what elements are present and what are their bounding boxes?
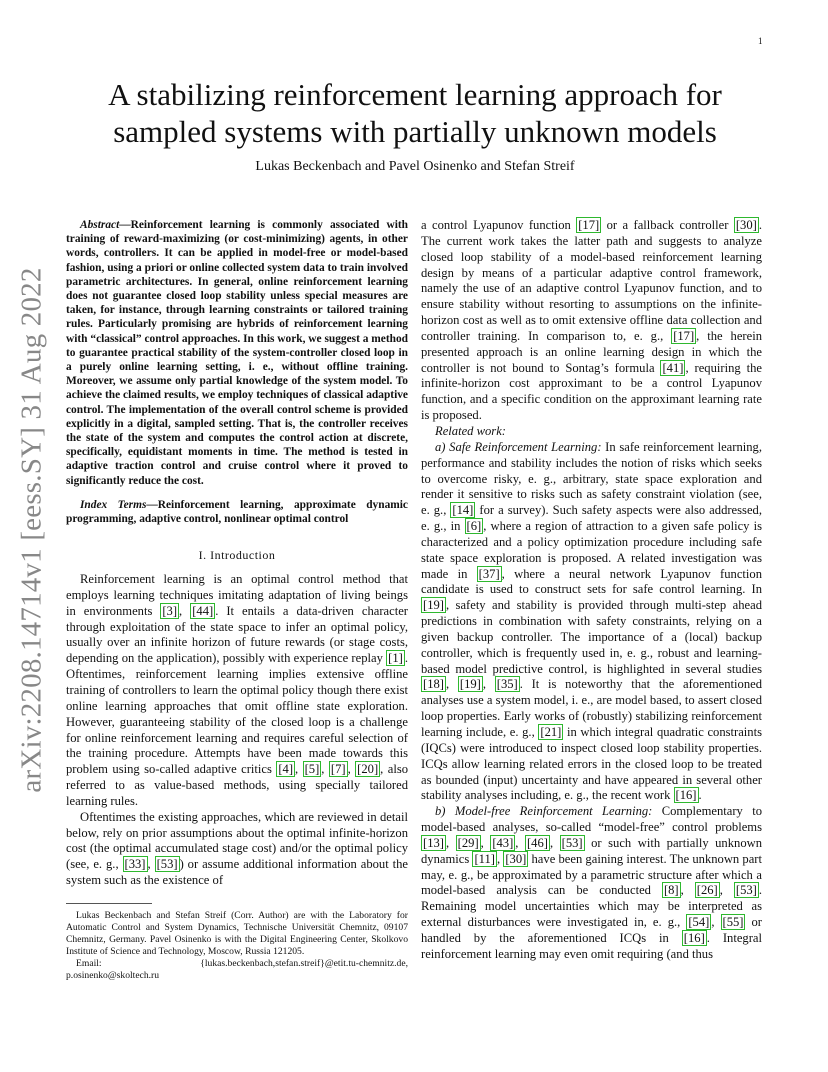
citation-link[interactable]: [44] <box>192 603 214 618</box>
abstract-label: Abstract <box>80 219 120 231</box>
citation-link[interactable]: [37] <box>478 566 500 581</box>
body-text: , <box>445 677 458 692</box>
abstract-text: —Reinforcement learning is commonly associated with training of reward-maximizing (or cost-minimizing) agents, in other words, controllers. It can be applied in model-free or model-based fashion, using a priori or online collected system data to train involved parametric architectures. In general, online reinforcement learning does not guarantee closed loop stability unless special measures are taken, for instance, through learning constraints or tailored training rules. Particularly promising are hybrids of reinforcement learning with “classical” control approaches. In this work, we suggest a method to guarantee practical stability of the system-controller closed loop in a purely online learning setting, i. e., without offline training. Moreover, we assume only partial knowledge of the system model. To achieve the claimed results, we employ techniques of classical adaptive control. The implementation of the overall control scheme is provided explicitly in a digital, sampled setting. That is, the controller receives the state of the system and computes the control action at discrete, specifically, equidistant moments in time. The method is tested in adaptive traction control and cruise control where it proved to significantly reduce the cost. <box>66 219 408 487</box>
body-text: Complementary to model-based analyses, so-called “model-free” control problems <box>421 804 762 835</box>
subsection-safe-rl <box>421 440 762 804</box>
body-text: , where a neural network Lyapunov function candidate is used to construct sets for safe control learning. In <box>421 566 763 597</box>
intro-paragraph-2 <box>66 810 408 889</box>
body-text: , <box>445 835 456 850</box>
citation-link[interactable]: [41] <box>662 360 684 375</box>
citation-link[interactable]: [16] <box>683 930 705 945</box>
email-label: Email: <box>76 958 102 970</box>
citation-link[interactable]: [30] <box>735 218 757 232</box>
body-text: or a fallback controller <box>601 218 734 232</box>
citation-link[interactable]: [20] <box>357 762 379 777</box>
citation-link[interactable]: [16] <box>675 788 697 803</box>
citation-link[interactable]: [6] <box>466 519 482 534</box>
body-text: In safe reinforcement learning, performance and stability includes the notion of risks which seeks to overcome risky, e. g., arbitrary, state space exploration and render it sensitive to risks such as safety constraint violation (see, e. g., <box>421 439 762 518</box>
citation-link[interactable]: [53] <box>735 883 757 898</box>
right-paragraph-1 <box>421 218 762 424</box>
citation-link[interactable]: [5] <box>304 762 320 777</box>
left-column <box>66 218 408 983</box>
citation-link[interactable]: [19] <box>459 677 481 692</box>
citation-link[interactable]: [33] <box>124 857 146 872</box>
body-text: , where a region of attraction to a given safe policy is characterized and a policy optimization procedure including safe state space exploration is proposed. A related investigation was made in <box>421 519 762 581</box>
subsection-b-label: b) Model-free Reinforcement Learning: <box>435 804 653 819</box>
body-text: , <box>680 883 695 898</box>
citation-link[interactable]: [35] <box>496 677 518 692</box>
index-terms-text: —Reinforcement learning, approximate dynamic programming, adaptive control, nonlinear optimal control <box>66 498 408 526</box>
body-text: . Remaining model uncertainties which may be interpreted as external disturbances were investigated in, e. g., <box>421 883 763 930</box>
body-text: or such with partially unknown dynamics <box>421 835 763 866</box>
citation-link[interactable]: [3] <box>162 603 178 618</box>
body-text: , <box>347 762 356 777</box>
citation-link[interactable]: [11] <box>474 851 495 866</box>
footnote-email <box>66 958 408 982</box>
citation-link[interactable]: [26] <box>696 883 718 898</box>
email-addresses[interactable]: {lukas.beckenbach,stefan.streif}@etit.tu-chemnitz.de, p.osinenko@skoltech.ru <box>66 958 408 982</box>
body-text: , <box>147 857 155 872</box>
citation-link[interactable]: [53] <box>156 857 178 872</box>
body-text: ) or assume additional information about the system such as the existence of <box>66 857 409 888</box>
body-text: a control Lyapunov function <box>421 218 577 232</box>
footnote-rule <box>66 903 152 904</box>
page-number: 1 <box>758 36 763 46</box>
arxiv-stamp <box>15 267 48 793</box>
body-text: , <box>515 835 525 850</box>
authors: Lukas Beckenbach and Pavel Osinenko and Stefan Streif <box>255 159 575 174</box>
citation-link[interactable]: [43] <box>492 835 514 850</box>
citation-link[interactable]: [55] <box>722 915 744 930</box>
body-text: . <box>698 788 702 803</box>
index-terms <box>66 498 408 526</box>
body-text: for a survey). Such safety aspects were also addressed, e. g., in <box>421 503 762 534</box>
abstract <box>66 218 408 488</box>
arxiv-id: arXiv:2208.14714v1 [eess.SY] 31 Aug 2022 <box>15 267 48 793</box>
body-text: . It is noteworthy that the aforementioned analyses use a system model, i. e., are model based, to assert closed loop properties. Early works of (robustly) stabilizing reinforcement learning include, e. g., <box>421 677 763 739</box>
body-text: , <box>179 603 191 618</box>
body-text: , <box>480 835 491 850</box>
citation-link[interactable]: [17] <box>673 328 695 343</box>
subsection-a-label: a) Safe Reinforcement Learning: <box>435 439 602 454</box>
body-text: , <box>549 835 560 850</box>
body-text: . Oftentimes, reinforcement learning implies extensive offline training of controllers to learn the optimal policy though there exist online learning approaches that omit offline state exploration. However, guaranteeing stability of the closed loop is a challenge for online reinforcement learning and requires careful selection of the training procedure. Attempts have been made towards this problem using so-called adaptive critics <box>66 651 408 777</box>
body-text: , <box>496 851 504 866</box>
citation-link[interactable]: [53] <box>561 835 583 850</box>
footnote-affiliation: Lukas Beckenbach and Stefan Streif (Corr. Author) are with the Laboratory for Automatic Control and System Dynamics, Technische Universität Chemnitz, 09107 Chemnitz, Germany. Pavel Osinenko is with the Digital Engineering Center, Skolkovo Institute of Science and Technology, Moscow, Russia 121205. <box>66 909 408 958</box>
citation-link[interactable]: [21] <box>540 725 562 739</box>
body-text: have been gaining interest. The unknown part may, e. g., be approximated by a parametric structure after which a model-based analysis can be conducted <box>421 851 763 898</box>
paper-title: A stabilizing reinforcement learning approach for sampled systems with partially unknown models <box>108 77 722 149</box>
citation-link[interactable]: [14] <box>452 503 474 518</box>
body-text: Oftentimes the existing approaches, which are reviewed in detail below, rely on prior assumptions about the optimal infinite-horizon cost (the optimal accumulated stage cost) and/or the optimal policy (see, e. g., <box>66 809 408 872</box>
citation-link[interactable]: [19] <box>423 598 444 613</box>
body-text: Reinforcement learning is an optimal control method that employs learning techniques imitating adaptation of living beings in environments <box>66 572 408 618</box>
body-text: in which integral quadratic constraints (IQCs) were introduced to inspect closed loop stability properties. ICQs allow learning related errors in the closed loop to be treated as bounded (input) uncertainty and have appeared in several other stability analyses including, e. g., the recent work <box>421 725 763 803</box>
citation-link[interactable]: [1] <box>388 651 403 666</box>
citation-link[interactable]: [54] <box>688 915 710 930</box>
subsection-model-free-rl <box>421 804 762 962</box>
citation-link[interactable]: [8] <box>663 883 679 898</box>
body-text: , <box>482 677 495 692</box>
citation-link[interactable]: [13] <box>423 835 444 850</box>
citation-link[interactable]: [46] <box>526 835 548 850</box>
body-text: , also referred to as value-based methods, using specially tailored learning rules. <box>66 762 409 808</box>
section-heading: I. Introduction <box>198 548 276 563</box>
citation-link[interactable]: [18] <box>423 677 444 692</box>
related-work-heading: Related work: <box>435 423 506 438</box>
citation-link[interactable]: [4] <box>278 762 294 777</box>
intro-paragraph-1 <box>66 572 408 810</box>
citation-link[interactable]: [30] <box>505 851 527 866</box>
body-text: , safety and stability is provided through multi-step ahead predictions in combination with safety constraints, relying on a given backup controller. The importance of a (local) backup controller, which is frequently used in, e. g., robust and learning-based model predictive control, is highlighted in several studies <box>421 598 762 676</box>
body-text: , <box>295 762 303 777</box>
body-text: , requiring the infinite-horizon cost approximant to be a control Lyapunov function, and a specific condition on the approximant learning rate is proposed. <box>421 360 763 423</box>
body-text: , the herein presented approach is an online learning design in which the controller is not bound to Sontag’s formula <box>421 328 762 375</box>
body-text: , <box>711 915 721 930</box>
citation-link[interactable]: [17] <box>578 218 600 232</box>
citation-link[interactable]: [29] <box>457 835 479 850</box>
body-text: or handled by the aforementioned ICQs in <box>421 915 763 945</box>
body-text: . Integral reinforcement learning may even omit requiring (and thus <box>421 930 762 961</box>
index-terms-label: Index Terms <box>80 498 147 511</box>
body-text: , <box>321 762 329 777</box>
body-text: , <box>719 883 734 898</box>
right-column <box>421 218 762 963</box>
citation-link[interactable]: [7] <box>330 762 346 777</box>
body-text: . It entails a data-driven character through exploitation of the state space to infer an optimal policy, usually over an infinite horizon of future rewards (or stage costs, depending on the application), possibly with experience replay <box>66 603 408 666</box>
body-text: . The current work takes the latter path and suggests to analyze closed loop stability of a model-based reinforcement learning design by means of a particular adaptive control framework, namely the use of an adaptive control Lyapunov function, and to ensure stability without resorting to assumptions on the infinite-horizon cost as well as to omit extensive offline data collection and controller training. In comparison to, e. g., <box>421 218 762 343</box>
